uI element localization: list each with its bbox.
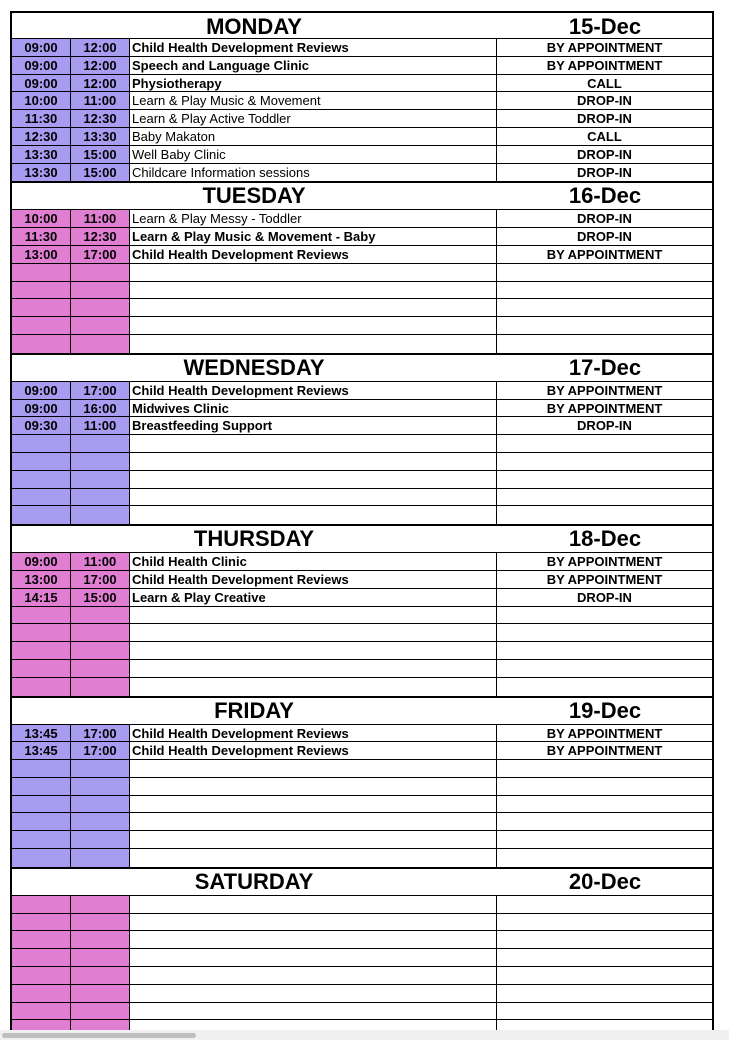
start-time-cell[interactable] xyxy=(12,931,71,948)
schedule-row xyxy=(12,914,712,932)
end-time-cell[interactable] xyxy=(71,760,130,777)
booking-type-cell[interactable] xyxy=(497,1003,712,1020)
schedule-row xyxy=(12,128,712,146)
activity-cell[interactable] xyxy=(130,985,497,1002)
start-time-cell[interactable] xyxy=(12,489,71,506)
booking-type-cell[interactable] xyxy=(497,796,712,813)
activity-cell[interactable] xyxy=(130,914,497,931)
start-time-cell[interactable] xyxy=(12,985,71,1002)
booking-type-cell[interactable]: CALL xyxy=(587,75,622,91)
activity-cell[interactable] xyxy=(130,471,497,488)
end-time-cell[interactable]: 11:00 xyxy=(71,417,130,434)
schedule-row xyxy=(12,335,712,353)
activity-cell[interactable]: Child Health Development Reviews xyxy=(130,571,497,588)
start-time-cell[interactable]: 11:30 xyxy=(12,110,71,127)
booking-type-cell[interactable]: DROP-IN xyxy=(577,211,632,227)
booking-type-cell[interactable]: DROP-IN xyxy=(577,229,632,245)
start-time-cell[interactable]: 09:00 xyxy=(12,57,71,74)
booking-type-cell[interactable] xyxy=(497,282,712,299)
end-time-cell[interactable]: 13:30 xyxy=(71,128,130,145)
schedule-row xyxy=(12,553,712,571)
activity-cell[interactable] xyxy=(130,931,497,948)
schedule-row xyxy=(12,571,712,589)
end-time-cell[interactable]: 17:00 xyxy=(71,246,130,263)
activity-cell[interactable]: Child Health Development Reviews xyxy=(130,725,497,742)
day-block-wednesday xyxy=(12,355,712,526)
start-time-cell[interactable]: 13:45 xyxy=(12,742,71,759)
activity-cell[interactable] xyxy=(130,335,497,353)
schedule-row xyxy=(12,489,712,507)
schedule-row xyxy=(12,796,712,814)
end-time-cell[interactable] xyxy=(71,282,130,299)
start-time-cell[interactable]: 12:30 xyxy=(12,128,71,145)
end-time-cell[interactable] xyxy=(71,317,130,334)
activity-cell[interactable]: Child Health Development Reviews xyxy=(130,382,497,399)
day-name[interactable]: TUESDAY xyxy=(202,183,306,209)
schedule-row xyxy=(12,760,712,778)
activity-cell[interactable] xyxy=(130,678,497,696)
activity-cell[interactable]: Childcare Information sessions xyxy=(130,164,497,182)
start-time-cell[interactable]: 09:00 xyxy=(12,400,71,417)
booking-type-cell[interactable] xyxy=(497,896,712,913)
day-date[interactable]: 19-Dec xyxy=(568,697,642,723)
end-time-cell[interactable] xyxy=(71,778,130,795)
schedule-row xyxy=(12,75,712,93)
end-time-cell[interactable] xyxy=(71,489,130,506)
activity-cell[interactable] xyxy=(130,796,497,813)
schedule-row xyxy=(12,660,712,678)
end-time-cell[interactable] xyxy=(71,335,130,353)
booking-type-cell[interactable]: DROP-IN xyxy=(577,146,632,162)
activity-cell[interactable]: Physiotherapy xyxy=(130,75,497,92)
schedule-row xyxy=(12,110,712,128)
start-time-cell[interactable]: 09:30 xyxy=(12,417,71,434)
booking-type-cell[interactable]: DROP-IN xyxy=(577,111,632,127)
schedule-row xyxy=(12,949,712,967)
activity-cell[interactable]: Child Health Clinic xyxy=(130,553,497,570)
booking-type-cell[interactable]: CALL xyxy=(587,128,622,144)
schedule-row xyxy=(12,985,712,1003)
schedule-row xyxy=(12,282,712,300)
booking-type-cell[interactable] xyxy=(497,624,712,641)
activity-cell[interactable] xyxy=(130,760,497,777)
start-time-cell[interactable] xyxy=(12,435,71,452)
booking-type-cell[interactable]: BY APPOINTMENT xyxy=(546,246,663,262)
booking-type-cell[interactable] xyxy=(497,264,712,281)
day-date[interactable]: 20-Dec xyxy=(568,868,642,894)
activity-cell[interactable] xyxy=(130,778,497,795)
schedule-row xyxy=(12,678,712,696)
day-header xyxy=(12,355,712,382)
booking-type-cell[interactable] xyxy=(497,660,712,677)
end-time-cell[interactable] xyxy=(71,1003,130,1020)
start-time-cell[interactable] xyxy=(12,831,71,848)
day-date[interactable]: 16-Dec xyxy=(568,183,642,209)
start-time-cell[interactable]: 09:00 xyxy=(12,553,71,570)
schedule-row xyxy=(12,831,712,849)
booking-type-cell[interactable] xyxy=(497,914,712,931)
start-time-cell[interactable] xyxy=(12,335,71,353)
activity-cell[interactable]: Breastfeeding Support xyxy=(130,417,497,434)
start-time-cell[interactable] xyxy=(12,264,71,281)
booking-type-cell[interactable] xyxy=(497,435,712,452)
start-time-cell[interactable] xyxy=(12,642,71,659)
activity-cell[interactable]: Learn & Play Creative xyxy=(130,589,497,606)
horizontal-scrollbar[interactable] xyxy=(0,1030,729,1040)
day-name[interactable]: MONDAY xyxy=(206,14,302,39)
end-time-cell[interactable]: 17:00 xyxy=(71,382,130,399)
activity-cell[interactable]: Baby Makaton xyxy=(130,128,497,145)
booking-type-cell[interactable] xyxy=(497,949,712,966)
activity-cell[interactable] xyxy=(130,453,497,470)
booking-type-cell[interactable]: DROP-IN xyxy=(577,164,632,180)
day-header xyxy=(12,183,712,210)
start-time-cell[interactable]: 14:15 xyxy=(12,589,71,606)
schedule-row xyxy=(12,849,712,867)
activity-cell[interactable] xyxy=(130,282,497,299)
end-time-cell[interactable]: 17:00 xyxy=(71,742,130,759)
booking-type-cell[interactable] xyxy=(497,985,712,1002)
schedule-row xyxy=(12,92,712,110)
activity-cell[interactable] xyxy=(130,299,497,316)
activity-cell[interactable] xyxy=(130,896,497,913)
start-time-cell[interactable] xyxy=(12,778,71,795)
end-time-cell[interactable] xyxy=(71,453,130,470)
day-header xyxy=(12,13,712,39)
schedule-row xyxy=(12,453,712,471)
booking-type-cell[interactable] xyxy=(497,506,712,524)
activity-cell[interactable] xyxy=(130,949,497,966)
schedule-row xyxy=(12,742,712,760)
start-time-cell[interactable] xyxy=(12,317,71,334)
booking-type-cell[interactable] xyxy=(497,453,712,470)
start-time-cell[interactable] xyxy=(12,282,71,299)
booking-type-cell[interactable] xyxy=(497,335,712,353)
activity-cell[interactable] xyxy=(130,435,497,452)
end-time-cell[interactable] xyxy=(71,435,130,452)
schedule-row xyxy=(12,435,712,453)
end-time-cell[interactable]: 17:00 xyxy=(71,725,130,742)
schedule-row xyxy=(12,146,712,164)
end-time-cell[interactable] xyxy=(71,660,130,677)
booking-type-cell[interactable]: BY APPOINTMENT xyxy=(546,57,663,73)
activity-cell[interactable] xyxy=(130,506,497,524)
start-time-cell[interactable]: 13:30 xyxy=(12,146,71,163)
day-block-tuesday xyxy=(12,183,712,354)
start-time-cell[interactable] xyxy=(12,796,71,813)
start-time-cell[interactable] xyxy=(12,678,71,696)
booking-type-cell[interactable] xyxy=(497,931,712,948)
activity-cell[interactable] xyxy=(130,489,497,506)
end-time-cell[interactable] xyxy=(71,471,130,488)
scrollbar-thumb[interactable] xyxy=(2,1033,196,1038)
schedule-row xyxy=(12,624,712,642)
start-time-cell[interactable] xyxy=(12,660,71,677)
schedule-row xyxy=(12,39,712,57)
end-time-cell[interactable] xyxy=(71,642,130,659)
end-time-cell[interactable]: 12:30 xyxy=(71,228,130,245)
day-header xyxy=(12,526,712,553)
activity-cell[interactable]: Speech and Language Clinic xyxy=(130,57,497,74)
day-header xyxy=(12,698,712,725)
day-block-monday xyxy=(12,13,712,183)
activity-cell[interactable] xyxy=(130,660,497,677)
booking-type-cell[interactable]: DROP-IN xyxy=(577,418,632,434)
start-time-cell[interactable] xyxy=(12,760,71,777)
day-date[interactable]: 15-Dec xyxy=(568,14,642,39)
schedule-row xyxy=(12,210,712,228)
activity-cell[interactable] xyxy=(130,624,497,641)
end-time-cell[interactable] xyxy=(71,506,130,524)
schedule-row xyxy=(12,1003,712,1021)
start-time-cell[interactable] xyxy=(12,607,71,624)
start-time-cell[interactable] xyxy=(12,914,71,931)
end-time-cell[interactable] xyxy=(71,831,130,848)
activity-cell[interactable]: Learn & Play Music & Movement xyxy=(130,92,497,109)
booking-type-cell[interactable]: BY APPOINTMENT xyxy=(546,40,663,55)
schedule-row xyxy=(12,264,712,282)
booking-type-cell[interactable] xyxy=(497,967,712,984)
start-time-cell[interactable] xyxy=(12,506,71,524)
booking-type-cell[interactable]: DROP-IN xyxy=(577,93,632,109)
day-date[interactable]: 17-Dec xyxy=(568,354,642,380)
start-time-cell[interactable] xyxy=(12,813,71,830)
booking-type-cell[interactable] xyxy=(497,642,712,659)
end-time-cell[interactable]: 12:30 xyxy=(71,110,130,127)
schedule-row xyxy=(12,589,712,607)
start-time-cell[interactable] xyxy=(12,967,71,984)
schedule-row xyxy=(12,967,712,985)
booking-type-cell[interactable]: BY APPOINTMENT xyxy=(546,382,663,398)
schedule-row xyxy=(12,931,712,949)
start-time-cell[interactable] xyxy=(12,624,71,641)
end-time-cell[interactable]: 16:00 xyxy=(71,400,130,417)
activity-cell[interactable] xyxy=(130,813,497,830)
schedule-row xyxy=(12,382,712,400)
day-block-thursday xyxy=(12,526,712,697)
booking-type-cell[interactable] xyxy=(497,849,712,867)
activity-cell[interactable] xyxy=(130,967,497,984)
end-time-cell[interactable] xyxy=(71,896,130,913)
start-time-cell[interactable] xyxy=(12,471,71,488)
booking-type-cell[interactable]: BY APPOINTMENT xyxy=(546,743,663,759)
schedule-row xyxy=(12,57,712,75)
schedule-row xyxy=(12,228,712,246)
activity-cell[interactable]: Learn & Play Music & Movement - Baby xyxy=(130,228,497,245)
booking-type-cell[interactable] xyxy=(497,760,712,777)
day-header xyxy=(12,869,712,896)
day-name[interactable]: THURSDAY xyxy=(193,526,315,552)
start-time-cell[interactable]: 09:00 xyxy=(12,75,71,92)
schedule-row xyxy=(12,642,712,660)
start-time-cell[interactable]: 13:30 xyxy=(12,164,71,182)
activity-cell[interactable]: Child Health Development Reviews xyxy=(130,39,497,56)
booking-type-cell[interactable]: BY APPOINTMENT xyxy=(546,400,663,416)
schedule-row xyxy=(12,299,712,317)
activity-cell[interactable]: Child Health Development Reviews xyxy=(130,246,497,263)
activity-cell[interactable]: Well Baby Clinic xyxy=(130,146,497,163)
schedule-row xyxy=(12,400,712,418)
booking-type-cell[interactable] xyxy=(497,778,712,795)
schedule-row xyxy=(12,246,712,264)
booking-type-cell[interactable] xyxy=(497,678,712,696)
booking-type-cell[interactable] xyxy=(497,299,712,316)
day-date[interactable]: 18-Dec xyxy=(568,526,642,552)
booking-type-cell[interactable] xyxy=(497,471,712,488)
schedule-row xyxy=(12,506,712,524)
start-time-cell[interactable]: 10:00 xyxy=(12,92,71,109)
activity-cell[interactable]: Learn & Play Active Toddler xyxy=(130,110,497,127)
end-time-cell[interactable]: 15:00 xyxy=(71,164,130,182)
end-time-cell[interactable] xyxy=(71,949,130,966)
day-name[interactable]: WEDNESDAY xyxy=(183,354,325,380)
activity-cell[interactable] xyxy=(130,831,497,848)
end-time-cell[interactable]: 12:00 xyxy=(71,75,130,92)
schedule-row xyxy=(12,164,712,182)
end-time-cell[interactable]: 12:00 xyxy=(71,39,130,56)
end-time-cell[interactable] xyxy=(71,607,130,624)
booking-type-cell[interactable]: BY APPOINTMENT xyxy=(546,554,663,570)
end-time-cell[interactable] xyxy=(71,914,130,931)
activity-cell[interactable]: Midwives Clinic xyxy=(130,400,497,417)
schedule-row xyxy=(12,317,712,335)
day-name[interactable]: SATURDAY xyxy=(194,868,314,894)
activity-cell[interactable] xyxy=(130,642,497,659)
schedule-row xyxy=(12,607,712,625)
activity-cell[interactable] xyxy=(130,1003,497,1020)
booking-type-cell[interactable] xyxy=(497,831,712,848)
end-time-cell[interactable] xyxy=(71,849,130,867)
end-time-cell[interactable] xyxy=(71,264,130,281)
end-time-cell[interactable]: 11:00 xyxy=(71,553,130,570)
end-time-cell[interactable]: 11:00 xyxy=(71,92,130,109)
end-time-cell[interactable]: 17:00 xyxy=(71,571,130,588)
end-time-cell[interactable] xyxy=(71,967,130,984)
start-time-cell[interactable] xyxy=(12,1003,71,1020)
booking-type-cell[interactable] xyxy=(497,607,712,624)
start-time-cell[interactable]: 13:45 xyxy=(12,725,71,742)
end-time-cell[interactable]: 11:00 xyxy=(71,210,130,227)
end-time-cell[interactable] xyxy=(71,813,130,830)
booking-type-cell[interactable]: DROP-IN xyxy=(577,589,632,605)
activity-cell[interactable] xyxy=(130,264,497,281)
end-time-cell[interactable]: 15:00 xyxy=(71,146,130,163)
activity-cell[interactable] xyxy=(130,607,497,624)
booking-type-cell[interactable] xyxy=(497,813,712,830)
activity-cell[interactable]: Learn & Play Messy - Toddler xyxy=(130,210,497,227)
start-time-cell[interactable] xyxy=(12,849,71,867)
end-time-cell[interactable]: 15:00 xyxy=(71,589,130,606)
day-name[interactable]: FRIDAY xyxy=(214,697,294,723)
booking-type-cell[interactable]: BY APPOINTMENT xyxy=(546,725,663,741)
booking-type-cell[interactable] xyxy=(497,489,712,506)
end-time-cell[interactable] xyxy=(71,624,130,641)
schedule-row xyxy=(12,417,712,435)
schedule-row xyxy=(12,471,712,489)
start-time-cell[interactable] xyxy=(12,896,71,913)
timetable-sheet xyxy=(10,11,714,1040)
start-time-cell[interactable] xyxy=(12,299,71,316)
end-time-cell[interactable] xyxy=(71,985,130,1002)
end-time-cell[interactable] xyxy=(71,299,130,316)
schedule-row xyxy=(12,778,712,796)
end-time-cell[interactable] xyxy=(71,931,130,948)
activity-cell[interactable] xyxy=(130,849,497,867)
start-time-cell[interactable] xyxy=(12,949,71,966)
start-time-cell[interactable]: 09:00 xyxy=(12,382,71,399)
end-time-cell[interactable] xyxy=(71,678,130,696)
start-time-cell[interactable]: 09:00 xyxy=(12,39,71,56)
end-time-cell[interactable] xyxy=(71,796,130,813)
booking-type-cell[interactable] xyxy=(497,317,712,334)
booking-type-cell[interactable]: BY APPOINTMENT xyxy=(546,571,663,587)
start-time-cell[interactable]: 13:00 xyxy=(12,571,71,588)
day-block-friday xyxy=(12,698,712,869)
start-time-cell[interactable]: 10:00 xyxy=(12,210,71,227)
schedule-row xyxy=(12,813,712,831)
start-time-cell[interactable]: 13:00 xyxy=(12,246,71,263)
start-time-cell[interactable] xyxy=(12,453,71,470)
activity-cell[interactable] xyxy=(130,317,497,334)
day-block-saturday xyxy=(12,869,712,1038)
start-time-cell[interactable]: 11:30 xyxy=(12,228,71,245)
end-time-cell[interactable]: 12:00 xyxy=(71,57,130,74)
schedule-row xyxy=(12,896,712,914)
activity-cell[interactable]: Child Health Development Reviews xyxy=(130,742,497,759)
schedule-row xyxy=(12,725,712,743)
